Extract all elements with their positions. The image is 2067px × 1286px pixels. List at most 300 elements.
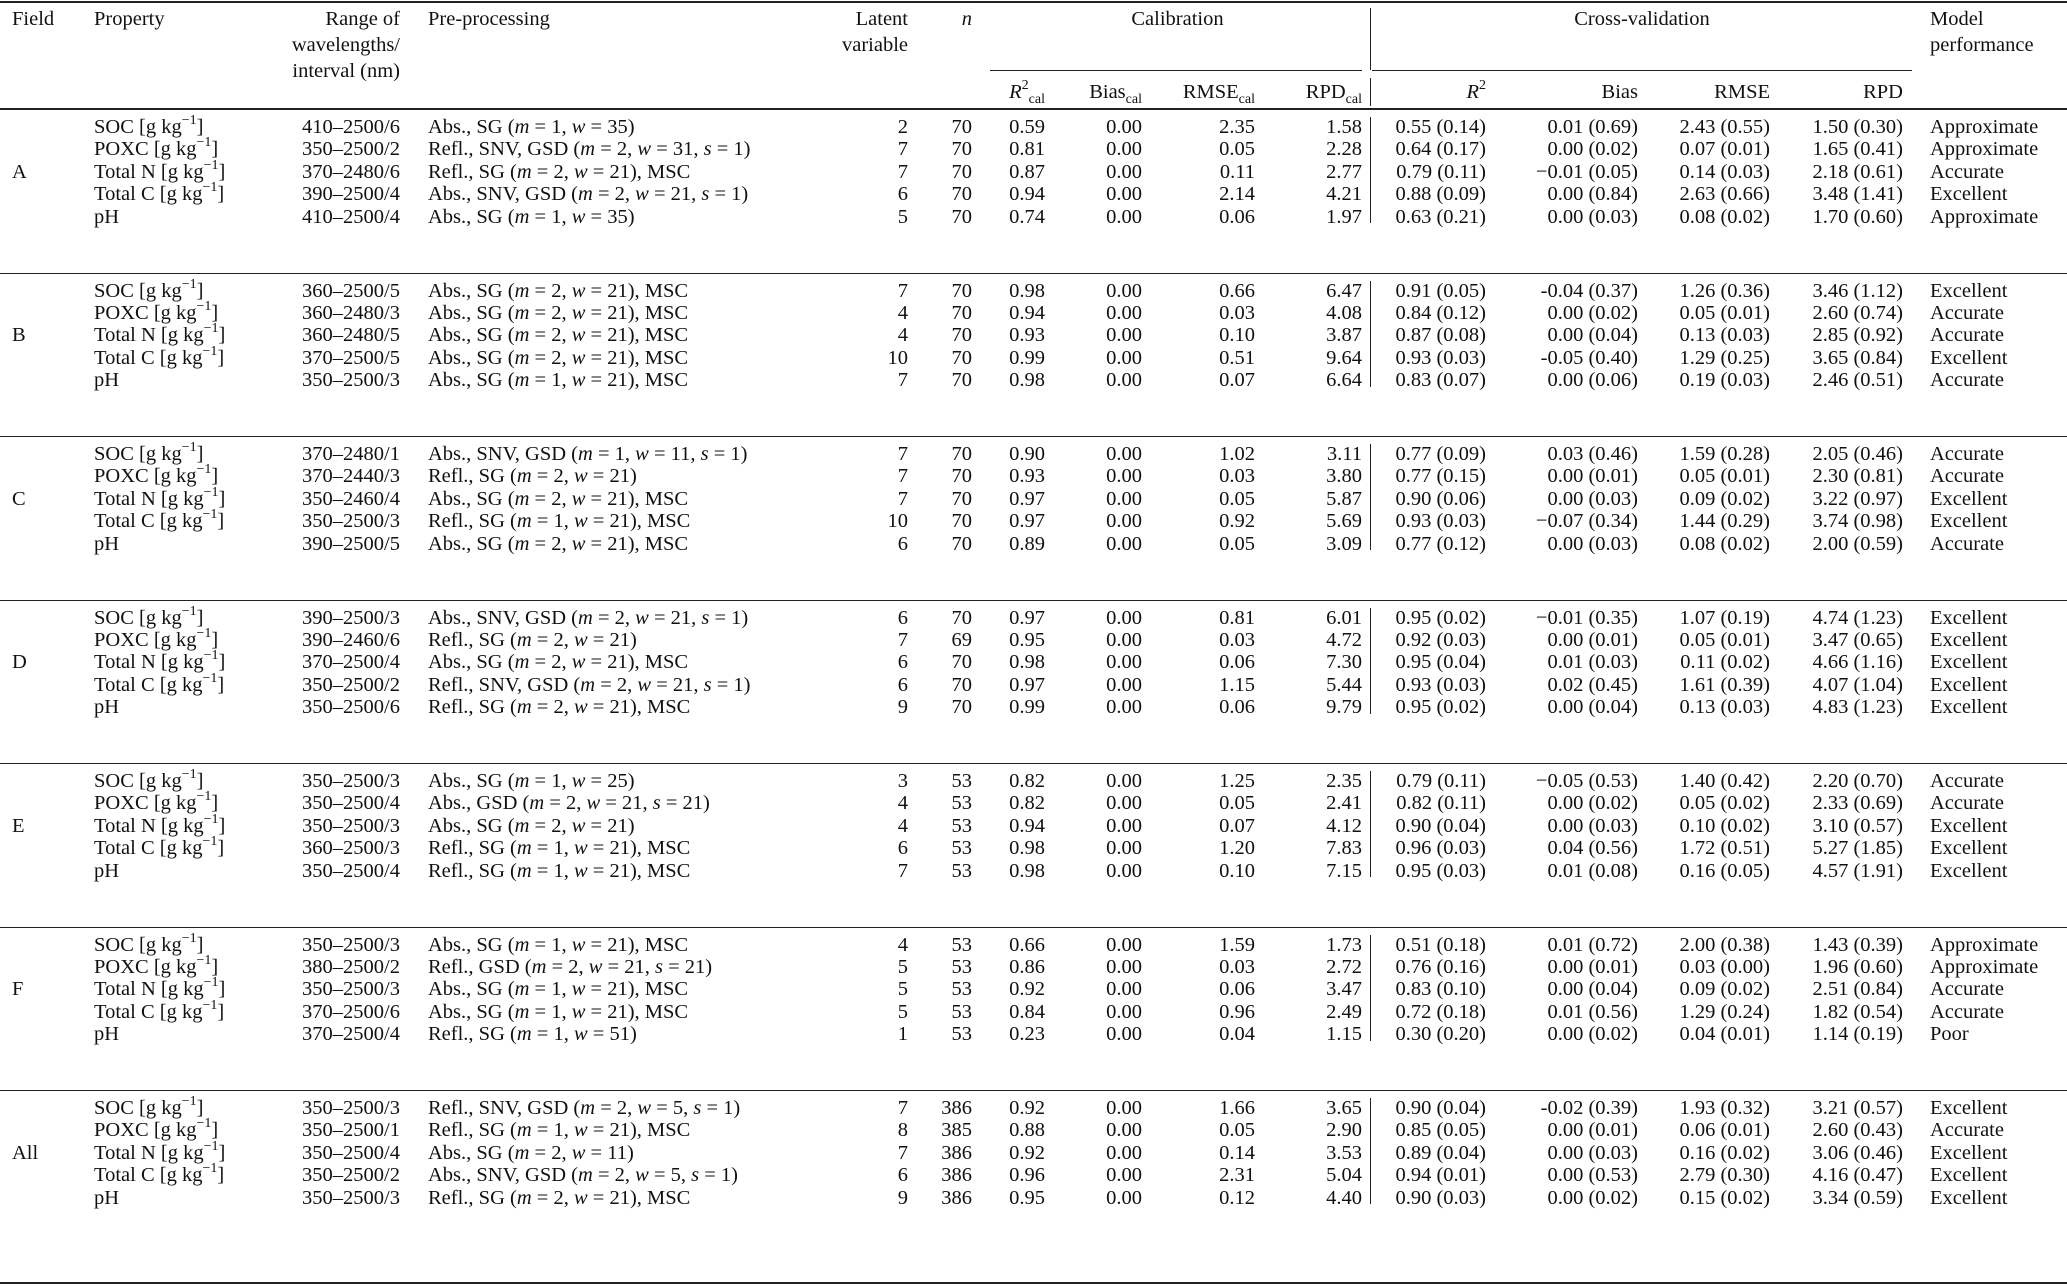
field-label: C [12, 487, 26, 510]
r2-cell: 0.77 (0.15) [1395, 465, 1486, 488]
performance-cell: Excellent [1930, 510, 2008, 533]
performance-cell: Accurate [1930, 443, 2004, 465]
n-cell: 70 [951, 301, 972, 324]
rmsec-cell: 0.06 [1219, 978, 1255, 1001]
lv-cell: 4 [897, 301, 908, 324]
r2c-cell: 0.93 [1009, 324, 1045, 347]
lv-cell: 7 [897, 465, 908, 488]
r2-cell: 0.55 (0.14) [1395, 116, 1486, 138]
rmsec-cell: 0.81 [1219, 606, 1255, 629]
preprocessing-cell: Refl., SNV, GSD (m = 2, w = 21, s = 1) [428, 673, 751, 696]
rpd-cell: 3.74 (0.98) [1812, 510, 1903, 533]
bias-cell: 0.03 (0.46) [1547, 443, 1638, 465]
rpdc-cell: 5.44 [1326, 673, 1362, 696]
performance-cell: Approximate [1930, 955, 2039, 978]
n-cell: 70 [951, 510, 972, 533]
r2-cell: 0.51 (0.18) [1395, 933, 1486, 956]
column-rule [1370, 281, 1371, 387]
bias-cell: 0.00 (0.04) [1547, 324, 1638, 347]
r2-cell: 0.83 (0.10) [1395, 978, 1486, 1001]
n-cell: 70 [951, 606, 972, 629]
r2c-cell: 0.66 [1009, 933, 1045, 956]
lv-cell: 3 [897, 770, 908, 792]
lv-cell: 6 [897, 183, 908, 206]
preprocessing-cell: Abs., SG (m = 1, w = 21), MSC [428, 369, 689, 392]
rpdc-cell: 1.15 [1326, 1023, 1362, 1046]
rpd-cell: 3.46 (1.12) [1812, 279, 1903, 302]
range-cell: 370–2500/4 [302, 1023, 400, 1046]
rmse-cell: 1.40 (0.42) [1679, 770, 1770, 792]
r2-cell: 0.64 (0.17) [1395, 138, 1486, 161]
property-cell: pH [94, 369, 120, 392]
r2c-cell: 0.81 [1009, 138, 1045, 161]
range-cell: 350–2500/3 [302, 814, 400, 837]
range-cell: 360–2480/3 [302, 301, 400, 324]
rpd-cell: 3.21 (0.57) [1812, 1097, 1903, 1119]
n-cell: 386 [941, 1097, 972, 1119]
bias-cell: 0.00 (0.03) [1547, 1141, 1638, 1164]
r2-cell: 0.77 (0.09) [1395, 443, 1486, 465]
rmsec-cell: 2.35 [1219, 116, 1255, 138]
rmse-cell: 2.43 (0.55) [1679, 116, 1770, 138]
preprocessing-cell: Refl., SG (m = 2, w = 21) [428, 628, 637, 651]
property-cell: pH [94, 205, 120, 228]
rpdc-cell: 4.08 [1326, 301, 1362, 324]
cross-validation-col-3: RPD [1863, 81, 1903, 103]
range-cell: 350–2500/4 [302, 1141, 400, 1164]
performance-cell: Excellent [1930, 183, 2008, 206]
rmse-cell: 1.93 (0.32) [1679, 1097, 1770, 1119]
rmse-cell: 1.59 (0.28) [1679, 443, 1770, 465]
performance-cell: Poor [1930, 1023, 1969, 1046]
n-cell: 386 [941, 1186, 972, 1209]
table-rule [0, 927, 2067, 928]
bias-cell: -0.05 (0.40) [1540, 346, 1638, 369]
rmsec-cell: 0.03 [1219, 955, 1255, 978]
rmsec-cell: 0.03 [1219, 301, 1255, 324]
biasc-cell: 0.00 [1106, 1119, 1142, 1142]
rmsec-cell: 0.96 [1219, 1000, 1255, 1023]
rmse-cell: 2.79 (0.30) [1679, 1164, 1770, 1187]
rpdc-cell: 5.87 [1326, 487, 1362, 510]
column-rule [1370, 444, 1371, 550]
n-cell: 70 [951, 116, 972, 138]
bias-cell: 0.04 (0.56) [1547, 837, 1638, 860]
cross-validation-col-0: $R^2$ [1466, 78, 1486, 103]
n-cell: 70 [951, 160, 972, 183]
biasc-cell: 0.00 [1106, 443, 1142, 465]
performance-cell: Excellent [1930, 696, 2008, 719]
rmse-cell: 0.13 (0.03) [1679, 324, 1770, 347]
biasc-cell: 0.00 [1106, 205, 1142, 228]
field-label: F [12, 978, 24, 1001]
r2c-cell: 0.97 [1009, 487, 1045, 510]
property-cell: SOC [g $kg^{-1}$] [94, 440, 204, 465]
property-cell: pH [94, 1186, 120, 1209]
n-cell: 70 [951, 465, 972, 488]
lv-cell: 4 [897, 814, 908, 837]
range-cell: 350–2500/3 [302, 510, 400, 533]
cross-validation-col-1: Bias [1601, 81, 1638, 103]
lv-cell: 6 [897, 606, 908, 629]
range-cell: 370–2500/5 [302, 346, 400, 369]
rpdc-cell: 2.90 [1326, 1119, 1362, 1142]
rpdc-cell: 2.41 [1326, 792, 1362, 815]
header-range-1: Range of [325, 8, 400, 30]
bias-cell: 0.00 (0.01) [1547, 955, 1638, 978]
biasc-cell: 0.00 [1106, 955, 1142, 978]
rmsec-cell: 1.25 [1219, 770, 1255, 792]
table-rule [0, 273, 2067, 274]
lv-cell: 7 [897, 859, 908, 882]
range-cell: 390–2500/3 [302, 606, 400, 629]
property-cell: Total C [g $kg^{-1}$] [94, 343, 225, 369]
r2-cell: 0.93 (0.03) [1395, 673, 1486, 696]
header-n: n [961, 8, 972, 30]
preprocessing-cell: Refl., SG (m = 1, w = 21), MSC [428, 510, 691, 533]
performance-cell: Excellent [1930, 1164, 2008, 1187]
field-label: E [12, 814, 25, 837]
bias-cell: 0.00 (0.84) [1547, 183, 1638, 206]
lv-cell: 5 [897, 205, 908, 228]
lv-cell: 9 [897, 696, 908, 719]
r2c-cell: 0.89 [1009, 532, 1045, 555]
r2-cell: 0.87 (0.08) [1395, 324, 1486, 347]
n-cell: 386 [941, 1141, 972, 1164]
rpdc-cell: 1.73 [1326, 933, 1362, 956]
performance-cell: Accurate [1930, 369, 2004, 392]
rmsec-cell: 0.51 [1219, 346, 1255, 369]
property-cell: SOC [g $kg^{-1}$] [94, 603, 204, 629]
rmse-cell: 0.15 (0.02) [1679, 1186, 1770, 1209]
r2-cell: 0.95 (0.04) [1395, 651, 1486, 674]
biasc-cell: 0.00 [1106, 301, 1142, 324]
range-cell: 350–2500/3 [302, 1186, 400, 1209]
performance-cell: Excellent [1930, 1186, 2008, 1209]
lv-cell: 7 [897, 138, 908, 161]
rpdc-cell: 4.12 [1326, 814, 1362, 837]
range-cell: 370–2500/6 [302, 1000, 400, 1023]
rmsec-cell: 0.06 [1219, 651, 1255, 674]
bias-cell: 0.00 (0.01) [1547, 1119, 1638, 1142]
rmsec-cell: 0.10 [1219, 859, 1255, 882]
rmse-cell: 0.11 (0.02) [1680, 651, 1770, 674]
rpd-cell: 2.00 (0.59) [1812, 532, 1903, 555]
table-rule [990, 70, 1362, 71]
rpd-cell: 2.30 (0.81) [1812, 465, 1903, 488]
performance-cell: Accurate [1930, 1119, 2004, 1142]
header-model-performance-1: Model [1930, 8, 1984, 30]
r2-cell: 0.72 (0.18) [1395, 1000, 1486, 1023]
lv-cell: 6 [897, 532, 908, 555]
rpdc-cell: 2.49 [1326, 1000, 1362, 1023]
property-cell: pH [94, 696, 120, 719]
rmse-cell: 0.05 (0.01) [1679, 628, 1770, 651]
preprocessing-cell: Abs., SG (m = 2, w = 21) [428, 814, 635, 837]
rmse-cell: 0.16 (0.05) [1679, 859, 1770, 882]
rmse-cell: 0.06 (0.01) [1679, 1119, 1770, 1142]
rmsec-cell: 0.05 [1219, 487, 1255, 510]
rmse-cell: 1.26 (0.36) [1679, 279, 1770, 302]
range-cell: 370–2480/1 [302, 443, 400, 465]
r2-cell: 0.84 (0.12) [1395, 301, 1486, 324]
performance-cell: Accurate [1930, 1000, 2004, 1023]
preprocessing-cell: Refl., SG (m = 2, w = 21), MSC [428, 696, 691, 719]
preprocessing-cell: Abs., SG (m = 2, w = 21), MSC [428, 487, 689, 510]
r2-cell: 0.90 (0.06) [1395, 487, 1486, 510]
biasc-cell: 0.00 [1106, 1000, 1142, 1023]
biasc-cell: 0.00 [1106, 673, 1142, 696]
preprocessing-cell: Abs., SNV, GSD (m = 2, w = 5, s = 1) [428, 1164, 738, 1187]
range-cell: 370–2440/3 [302, 465, 400, 488]
rmse-cell: 1.07 (0.19) [1679, 606, 1770, 629]
performance-cell: Accurate [1930, 770, 2004, 792]
rpdc-cell: 3.09 [1326, 532, 1362, 555]
rpd-cell: 2.51 (0.84) [1812, 978, 1903, 1001]
rpdc-cell: 2.35 [1326, 770, 1362, 792]
range-cell: 390–2460/6 [302, 628, 400, 651]
r2-cell: 0.93 (0.03) [1395, 510, 1486, 533]
rmse-cell: 1.29 (0.24) [1679, 1000, 1770, 1023]
rpd-cell: 3.06 (0.46) [1812, 1141, 1903, 1164]
rmsec-cell: 1.15 [1219, 673, 1255, 696]
rmse-cell: 0.13 (0.03) [1679, 696, 1770, 719]
biasc-cell: 0.00 [1106, 1186, 1142, 1209]
range-cell: 410–2500/4 [302, 205, 400, 228]
lv-cell: 7 [897, 1097, 908, 1119]
property-cell: Total C [g $kg^{-1}$] [94, 670, 225, 696]
biasc-cell: 0.00 [1106, 837, 1142, 860]
range-cell: 350–2500/3 [302, 369, 400, 392]
preprocessing-cell: Abs., SG (m = 1, w = 21), MSC [428, 933, 689, 956]
lv-cell: 7 [897, 443, 908, 465]
rpd-cell: 4.83 (1.23) [1812, 696, 1903, 719]
rpd-cell: 4.07 (1.04) [1812, 673, 1903, 696]
bias-cell: 0.01 (0.56) [1547, 1000, 1638, 1023]
rmsec-cell: 1.66 [1219, 1097, 1255, 1119]
header-preprocessing: Pre-processing [428, 8, 550, 30]
rpd-cell: 1.96 (0.60) [1812, 955, 1903, 978]
performance-cell: Excellent [1930, 837, 2008, 860]
range-cell: 360–2480/5 [302, 324, 400, 347]
table-rule [0, 108, 2067, 110]
n-cell: 70 [951, 138, 972, 161]
property-cell: pH [94, 1023, 120, 1046]
rpd-cell: 1.65 (0.41) [1812, 138, 1903, 161]
r2c-cell: 0.23 [1009, 1023, 1045, 1046]
r2-cell: 0.88 (0.09) [1395, 183, 1486, 206]
bias-cell: 0.00 (0.02) [1547, 792, 1638, 815]
r2-cell: 0.83 (0.07) [1395, 369, 1486, 392]
r2c-cell: 0.90 [1009, 443, 1045, 465]
property-cell: POXC [g $kg^{-1}$] [94, 625, 219, 651]
property-cell: Total N [g $kg^{-1}$] [94, 157, 226, 183]
r2c-cell: 0.98 [1009, 859, 1045, 882]
rmsec-cell: 0.14 [1219, 1141, 1255, 1164]
preprocessing-cell: Abs., SG (m = 1, w = 21), MSC [428, 978, 689, 1001]
calibration-col-0: $R^2_{cal}$ [1009, 78, 1045, 107]
performance-cell: Accurate [1930, 792, 2004, 815]
biasc-cell: 0.00 [1106, 510, 1142, 533]
r2c-cell: 0.94 [1009, 301, 1045, 324]
lv-cell: 4 [897, 933, 908, 956]
table-rule [0, 1, 2067, 3]
bias-cell: 0.00 (0.03) [1547, 205, 1638, 228]
rpd-cell: 4.16 (0.47) [1812, 1164, 1903, 1187]
property-cell: Total N [g $kg^{-1}$] [94, 648, 226, 674]
rmse-cell: 2.63 (0.66) [1679, 183, 1770, 206]
rpdc-cell: 4.40 [1326, 1186, 1362, 1209]
lv-cell: 5 [897, 978, 908, 1001]
preprocessing-cell: Refl., SG (m = 2, w = 21) [428, 465, 637, 488]
performance-cell: Accurate [1930, 978, 2004, 1001]
rpdc-cell: 7.30 [1326, 651, 1362, 674]
range-cell: 350–2460/4 [302, 487, 400, 510]
r2c-cell: 0.92 [1009, 1097, 1045, 1119]
range-cell: 410–2500/6 [302, 116, 400, 138]
performance-cell: Excellent [1930, 606, 2008, 629]
rpdc-cell: 9.79 [1326, 696, 1362, 719]
property-cell: Total N [g $kg^{-1}$] [94, 321, 226, 347]
biasc-cell: 0.00 [1106, 1097, 1142, 1119]
n-cell: 70 [951, 487, 972, 510]
n-cell: 53 [951, 859, 972, 882]
rpd-cell: 2.85 (0.92) [1812, 324, 1903, 347]
rpdc-cell: 3.11 [1326, 443, 1362, 465]
bias-cell: 0.00 (0.01) [1547, 628, 1638, 651]
biasc-cell: 0.00 [1106, 859, 1142, 882]
biasc-cell: 0.00 [1106, 792, 1142, 815]
rpd-cell: 3.48 (1.41) [1812, 183, 1903, 206]
n-cell: 70 [951, 346, 972, 369]
biasc-cell: 0.00 [1106, 487, 1142, 510]
rpd-cell: 1.82 (0.54) [1812, 1000, 1903, 1023]
n-cell: 53 [951, 978, 972, 1001]
field-label: D [12, 651, 27, 674]
rmse-cell: 0.09 (0.02) [1679, 978, 1770, 1001]
bias-cell: −0.07 (0.34) [1535, 510, 1638, 533]
rmse-cell: 2.00 (0.38) [1679, 933, 1770, 956]
property-cell: POXC [g $kg^{-1}$] [94, 462, 219, 488]
biasc-cell: 0.00 [1106, 324, 1142, 347]
performance-cell: Approximate [1930, 138, 2039, 161]
rpd-cell: 1.50 (0.30) [1812, 116, 1903, 138]
biasc-cell: 0.00 [1106, 465, 1142, 488]
range-cell: 350–2500/3 [302, 1097, 400, 1119]
bias-cell: 0.01 (0.72) [1547, 933, 1638, 956]
field-label: All [12, 1141, 39, 1164]
calibration-col-2: $RMSE_{cal}$ [1182, 81, 1255, 107]
n-cell: 70 [951, 673, 972, 696]
rpd-cell: 1.43 (0.39) [1812, 933, 1903, 956]
property-cell: POXC [g $kg^{-1}$] [94, 135, 219, 161]
r2c-cell: 0.92 [1009, 1141, 1045, 1164]
property-cell: SOC [g $kg^{-1}$] [94, 1094, 204, 1119]
rmsec-cell: 0.11 [1219, 160, 1255, 183]
rmse-cell: 0.04 (0.01) [1679, 1023, 1770, 1046]
calibration-col-1: Bias$_{cal}$ [1089, 81, 1142, 107]
performance-cell: Accurate [1930, 301, 2004, 324]
rmse-cell: 0.19 (0.03) [1679, 369, 1770, 392]
performance-cell: Approximate [1930, 116, 2039, 138]
preprocessing-cell: Refl., SNV, GSD (m = 2, w = 5, s = 1) [428, 1097, 741, 1119]
bias-cell: -0.04 (0.37) [1540, 279, 1638, 302]
rmsec-cell: 1.59 [1219, 933, 1255, 956]
property-cell: Total N [g $kg^{-1}$] [94, 484, 226, 510]
bias-cell: -0.02 (0.39) [1540, 1097, 1638, 1119]
rmse-cell: 0.09 (0.02) [1679, 487, 1770, 510]
r2-cell: 0.79 (0.11) [1396, 160, 1486, 183]
header-latent-1: Latent [855, 8, 908, 30]
header-field: Field [12, 8, 55, 30]
rmsec-cell: 0.12 [1219, 1186, 1255, 1209]
column-rule [1370, 771, 1371, 877]
rpd-cell: 3.47 (0.65) [1812, 628, 1903, 651]
bias-cell: 0.00 (0.02) [1547, 1023, 1638, 1046]
n-cell: 53 [951, 933, 972, 956]
bias-cell: −0.01 (0.05) [1535, 160, 1638, 183]
rpdc-cell: 2.72 [1326, 955, 1362, 978]
n-cell: 70 [951, 443, 972, 465]
range-cell: 350–2500/4 [302, 859, 400, 882]
r2-cell: 0.82 (0.11) [1396, 792, 1486, 815]
biasc-cell: 0.00 [1106, 1023, 1142, 1046]
r2c-cell: 0.95 [1009, 628, 1045, 651]
header-latent-2: variable [841, 34, 908, 56]
biasc-cell: 0.00 [1106, 160, 1142, 183]
bias-cell: 0.00 (0.02) [1547, 138, 1638, 161]
biasc-cell: 0.00 [1106, 138, 1142, 161]
rmse-cell: 0.08 (0.02) [1679, 205, 1770, 228]
property-cell: SOC [g $kg^{-1}$] [94, 113, 204, 138]
table-rule [0, 1090, 2067, 1091]
header-range-3: interval (nm) [292, 60, 400, 82]
bias-cell: 0.00 (0.02) [1547, 1186, 1638, 1209]
bias-cell: −0.05 (0.53) [1535, 770, 1638, 792]
r2-cell: 0.96 (0.03) [1395, 837, 1486, 860]
performance-cell: Excellent [1930, 628, 2008, 651]
bias-cell: 0.01 (0.08) [1547, 859, 1638, 882]
rmse-cell: 1.44 (0.29) [1679, 510, 1770, 533]
rpdc-cell: 6.64 [1326, 369, 1362, 392]
performance-cell: Accurate [1930, 324, 2004, 347]
lv-cell: 9 [897, 1186, 908, 1209]
biasc-cell: 0.00 [1106, 1164, 1142, 1187]
r2c-cell: 0.95 [1009, 1186, 1045, 1209]
bias-cell: 0.02 (0.45) [1547, 673, 1638, 696]
range-cell: 350–2500/3 [302, 770, 400, 792]
rmsec-cell: 2.31 [1219, 1164, 1255, 1187]
range-cell: 360–2500/3 [302, 837, 400, 860]
rpd-cell: 3.10 (0.57) [1812, 814, 1903, 837]
property-cell: POXC [g $kg^{-1}$] [94, 952, 219, 978]
rpdc-cell: 9.64 [1326, 346, 1362, 369]
rpdc-cell: 2.77 [1326, 160, 1362, 183]
property-cell: POXC [g $kg^{-1}$] [94, 298, 219, 324]
r2c-cell: 0.82 [1009, 792, 1045, 815]
field-label: A [12, 160, 27, 183]
header-model-performance-2: performance [1930, 34, 2034, 56]
rpd-cell: 2.46 (0.51) [1812, 369, 1903, 392]
r2-cell: 0.92 (0.03) [1395, 628, 1486, 651]
r2c-cell: 0.94 [1009, 183, 1045, 206]
r2-cell: 0.90 (0.03) [1395, 1186, 1486, 1209]
n-cell: 70 [951, 205, 972, 228]
range-cell: 350–2500/2 [302, 138, 400, 161]
preprocessing-cell: Abs., GSD (m = 2, w = 21, s = 21) [428, 792, 710, 815]
range-cell: 350–2500/4 [302, 792, 400, 815]
lv-cell: 7 [897, 1141, 908, 1164]
